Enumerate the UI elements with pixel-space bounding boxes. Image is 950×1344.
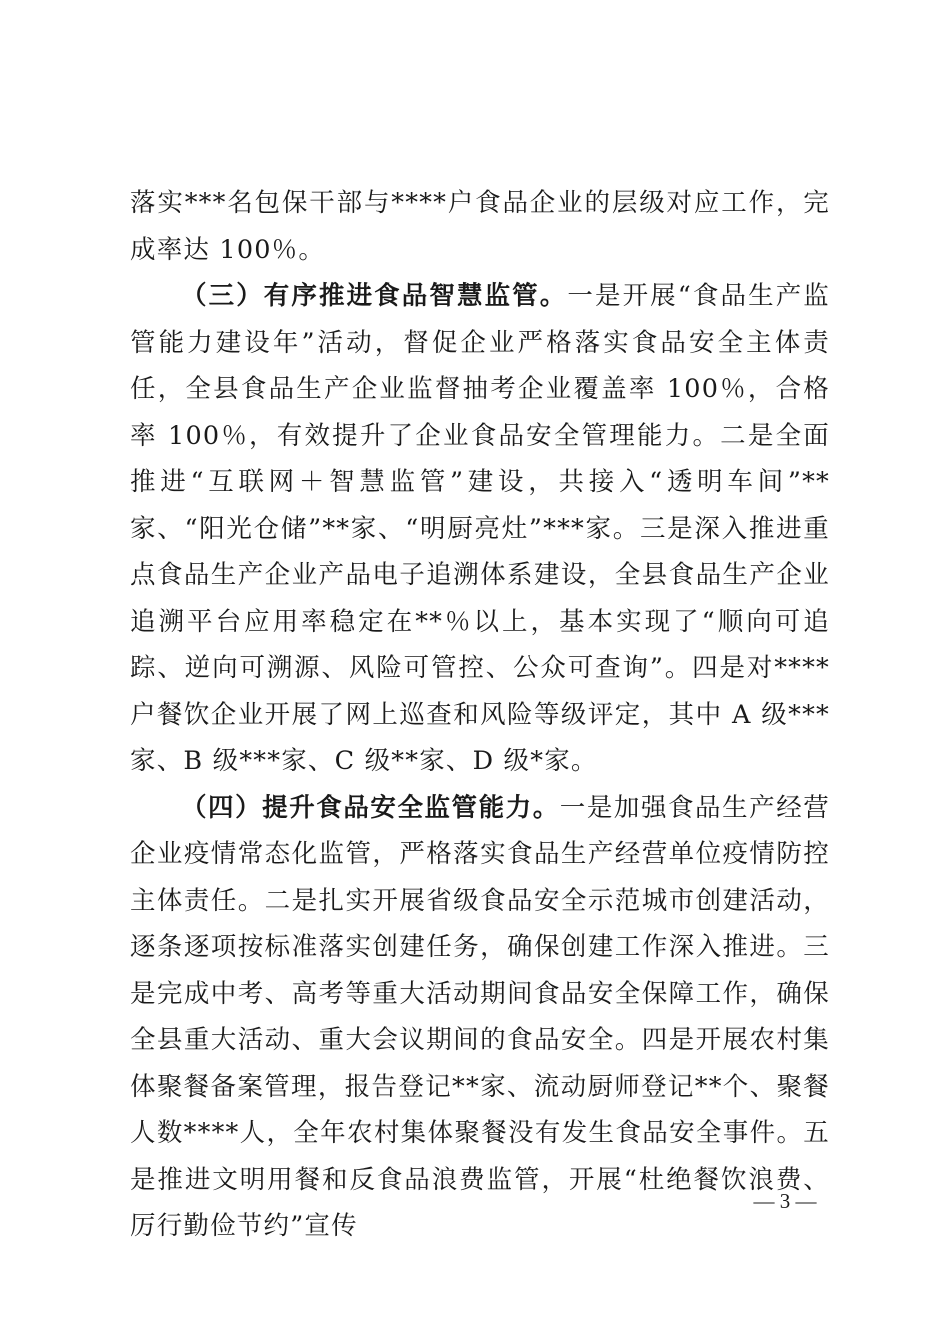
paragraph-section-4 (130, 785, 830, 1250)
paragraph-section-3 (130, 273, 830, 785)
paragraph-body: 落实***名包保干部与****户食品企业的层级对应工作，完成率达 100％。 (130, 188, 830, 265)
paragraph-body: 一是加强食品生产经营企业疫情常态化监管，严格落实食品生产经营单位疫情防控主体责任。二是扎实开展省级食品安全示范城市创建活动，逐条逐项按标准落实创建任务，确保创建工作深入推进。三是完成中考、高考等重大活动期间食品安全保障工作，确保全县重大活动、重大会议期间的食品安全。四是开展农村集体聚餐备案管理，报告登记**家、流动厨师登记**个、聚餐人数****人，全年农村集体聚餐没有发生食品安全事件。五是推进文明用餐和反食品浪费监管，开展“杜绝餐饮浪费、厉行勤俭节约”宣传 (130, 792, 830, 1241)
document-page (130, 180, 830, 1250)
section-heading: （三）有序推进食品智慧监管。 (181, 281, 568, 311)
paragraph-continuation (130, 180, 830, 273)
page-number: — 3 — (753, 1189, 817, 1213)
section-heading: （四）提升食品安全监管能力。 (181, 792, 560, 823)
paragraph-body: 一是开展“食品生产监管能力建设年”活动，督促企业严格落实食品安全主体责任，全县食品生产企业监督抽考企业覆盖率 100％，合格率 100％，有效提升了企业食品安全管理能力。二是全面推进“互联网＋智慧监管”建设，共接入“透明车间”**家、“阳光仓储”**家、“明厨亮灶”***家。三是深入推进重点食品生产企业产品电子追溯体系建设，全县食品生产企业追溯平台应用率稳定在**％以上，基本实现了“顺向可追踪、逆向可溯源、风险可管控、公众可查询”。四是对****户餐饮企业开展了网上巡查和风险等级评定，其中 A 级***家、B 级***家、C 级**家、D 级*家。 (130, 281, 830, 776)
